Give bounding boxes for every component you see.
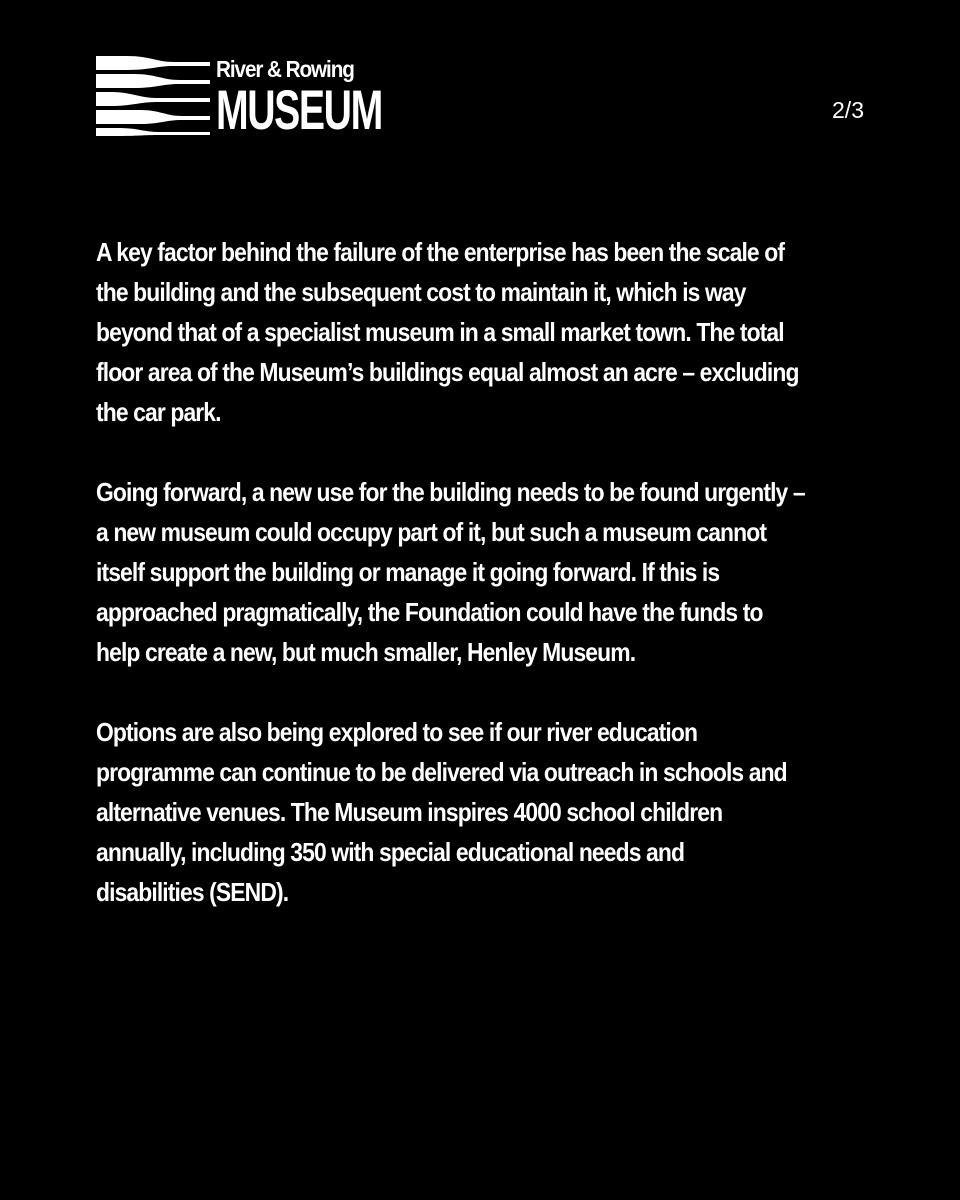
paragraph: Going forward, a new use for the building needs to be found urgently – a new museum could occupy part of it, but such a museum cannot itself support the building or manage it going forward. If this is approached pragmatically, the Foundation could have the funds to help create a new, but much smaller, Henley Museum. [96, 477, 805, 667]
brand-wordmark [216, 54, 453, 141]
oars-logo-icon [96, 54, 210, 136]
paragraph: A key factor behind the failure of the enterprise has been the scale of the building and the subsequent cost to maintain it, which is way beyond that of a specialist museum in a small market town. The total floor area of the Museum’s buildings equal almost an acre – excluding the car park. [96, 237, 799, 427]
paragraph: Options are also being explored to see if our river education programme can continue to be delivered via outreach in schools and alternative venues. The Museum inspires 4000 school children annually, including 350 with special educational needs and disabilities (SEND). [96, 717, 787, 907]
page-counter: 2/3 [832, 97, 864, 123]
brand-name-line1: River & Rowing [216, 56, 354, 82]
body-copy [96, 232, 896, 952]
brand-name-line2: MUSEUM [216, 78, 382, 141]
brand-header [96, 54, 453, 141]
